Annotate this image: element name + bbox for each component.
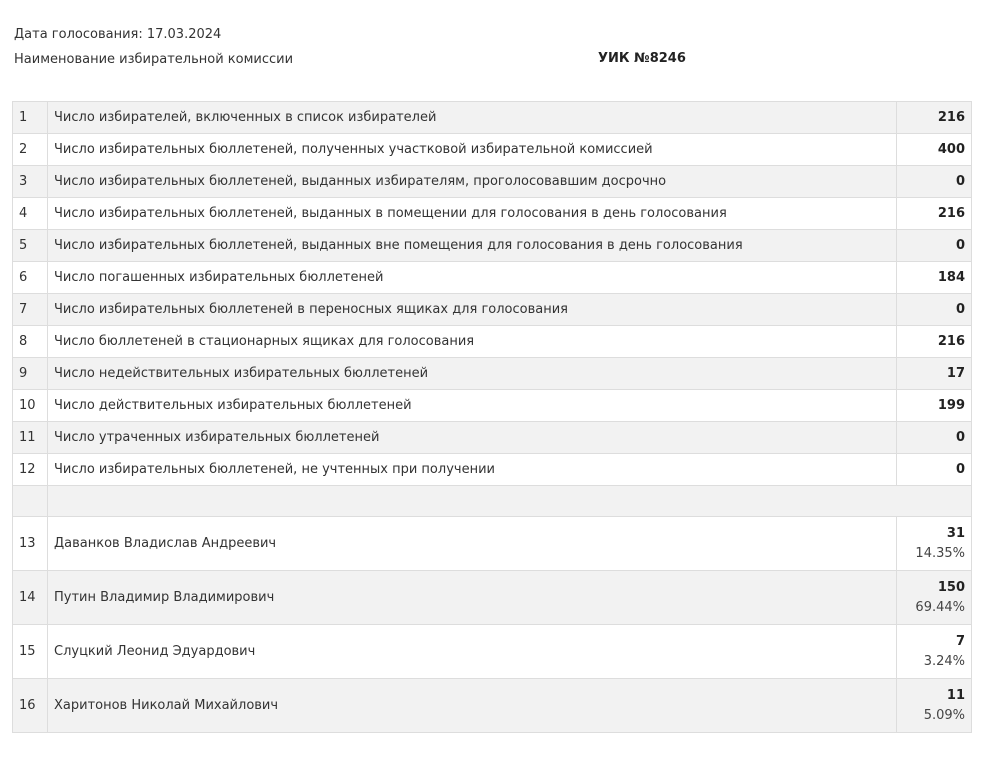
row-number: 12 (13, 454, 48, 486)
candidate-number: 15 (13, 625, 48, 679)
table-row (13, 102, 972, 134)
candidate-result (897, 517, 972, 571)
separator-cell (13, 486, 48, 517)
candidate-votes: 150 (937, 579, 965, 595)
row-label: Число действительных избирательных бюллетеней (48, 390, 897, 422)
row-label: Число недействительных избирательных бюллетеней (48, 358, 897, 390)
candidate-result (897, 571, 972, 625)
row-value: 216 (897, 326, 972, 358)
row-value: 0 (897, 454, 972, 486)
candidate-percent: 3.24% (923, 653, 965, 669)
table-row (13, 326, 972, 358)
candidate-percent: 69.44% (915, 599, 965, 615)
table-row (13, 454, 972, 486)
table-row (13, 134, 972, 166)
voting-date (14, 27, 221, 42)
row-label: Число избирательных бюллетеней в переносных ящиках для голосования (48, 294, 897, 326)
results-table (12, 101, 972, 733)
row-label: Число избирательных бюллетеней, выданных вне помещения для голосования в день голосования (48, 230, 897, 262)
candidate-percent: 5.09% (923, 707, 965, 723)
row-number: 5 (13, 230, 48, 262)
candidate-row (13, 517, 972, 571)
row-value: 184 (897, 262, 972, 294)
voting-date-label: Дата голосования: (14, 27, 143, 42)
row-label: Число избирательных бюллетеней, полученных участковой избирательной комиссией (48, 134, 897, 166)
row-label: Число утраченных избирательных бюллетеней (48, 422, 897, 454)
table-row (13, 358, 972, 390)
row-number: 2 (13, 134, 48, 166)
row-value: 0 (897, 230, 972, 262)
candidate-votes: 7 (955, 633, 965, 649)
table-row (13, 390, 972, 422)
row-number: 4 (13, 198, 48, 230)
candidate-name: Харитонов Николай Михайлович (48, 679, 897, 733)
row-value: 0 (897, 294, 972, 326)
row-value: 400 (897, 134, 972, 166)
row-number: 9 (13, 358, 48, 390)
table-row (13, 198, 972, 230)
candidate-row (13, 679, 972, 733)
row-label: Число избирательных бюллетеней, выданных в помещении для голосования в день голосования (48, 198, 897, 230)
row-label: Число избирательных бюллетеней, не учтенных при получении (48, 454, 897, 486)
candidate-percent: 14.35% (915, 545, 965, 561)
table-row (13, 422, 972, 454)
table-row (13, 230, 972, 262)
candidate-number: 13 (13, 517, 48, 571)
candidate-row (13, 625, 972, 679)
separator-cell (48, 486, 972, 517)
candidate-number: 16 (13, 679, 48, 733)
row-value: 0 (897, 166, 972, 198)
separator-row (13, 486, 972, 517)
candidate-result (897, 625, 972, 679)
candidate-row (13, 571, 972, 625)
commission-name: УИК №8246 (598, 51, 686, 66)
row-number: 1 (13, 102, 48, 134)
table-row (13, 166, 972, 198)
row-value: 199 (897, 390, 972, 422)
row-number: 10 (13, 390, 48, 422)
candidate-votes: 11 (946, 687, 965, 703)
commission-label: Наименование избирательной комиссии (14, 52, 294, 67)
row-value: 17 (897, 358, 972, 390)
row-number: 3 (13, 166, 48, 198)
candidate-result (897, 679, 972, 733)
table-row (13, 262, 972, 294)
voting-date-value: 17.03.2024 (146, 27, 222, 42)
row-label: Число избирателей, включенных в список избирателей (48, 102, 897, 134)
row-label: Число погашенных избирательных бюллетеней (48, 262, 897, 294)
row-number: 6 (13, 262, 48, 294)
row-number: 11 (13, 422, 48, 454)
candidate-votes: 31 (946, 525, 965, 541)
row-label: Число бюллетеней в стационарных ящиках для голосования (48, 326, 897, 358)
candidate-number: 14 (13, 571, 48, 625)
row-label: Число избирательных бюллетеней, выданных избирателям, проголосовавшим досрочно (48, 166, 897, 198)
row-number: 7 (13, 294, 48, 326)
candidate-name: Путин Владимир Владимирович (48, 571, 897, 625)
row-number: 8 (13, 326, 48, 358)
row-value: 216 (897, 102, 972, 134)
candidate-name: Слуцкий Леонид Эдуардович (48, 625, 897, 679)
row-value: 216 (897, 198, 972, 230)
table-row (13, 294, 972, 326)
candidate-name: Даванков Владислав Андреевич (48, 517, 897, 571)
row-value: 0 (897, 422, 972, 454)
